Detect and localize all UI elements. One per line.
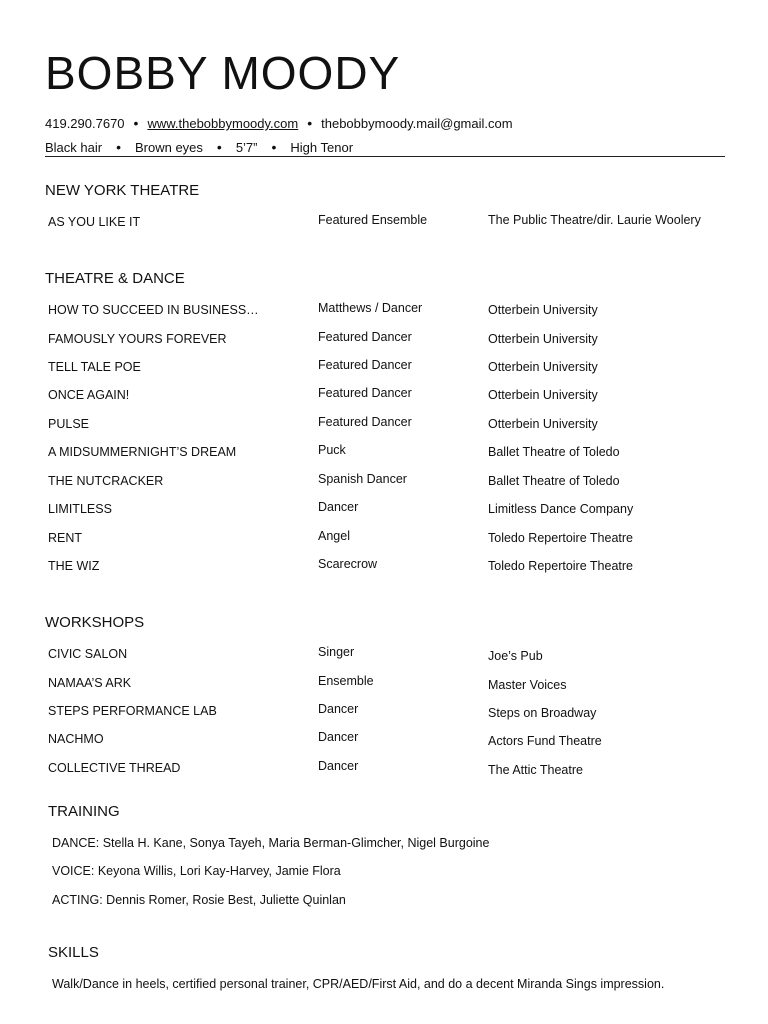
venue: Otterbein University [488,388,598,402]
role: Featured Dancer [318,330,412,344]
credit-row [0,702,768,720]
role: Puck [318,443,346,457]
venue: Otterbein University [488,332,598,346]
role: Featured Dancer [318,358,412,372]
phone-number: 419.290.7670 [45,116,125,131]
credit-row [0,330,768,348]
venue: Ballet Theatre of Toledo [488,445,620,459]
credit-row [0,500,768,518]
credit-row [0,557,768,575]
venue: Ballet Theatre of Toledo [488,474,620,488]
show-title: ONCE AGAIN! [48,388,130,402]
credit-row [0,213,768,231]
bullet-separator: • [271,139,277,155]
show-title: COLLECTIVE THREAD [48,761,181,775]
section-title-new-york-theatre: NEW YORK THEATRE [45,182,200,199]
venue: Toledo Repertoire Theatre [488,531,633,545]
credit-row [0,301,768,319]
show-title: AS YOU LIKE IT [48,215,141,229]
show-title: LIMITLESS [48,502,112,516]
attribute-voice: High Tenor [290,140,354,155]
venue: The Attic Theatre [488,763,583,777]
bullet-separator: • [116,139,121,155]
header-divider [45,156,725,157]
credit-row [0,674,768,692]
credit-row [0,759,768,777]
role: Ensemble [318,674,374,688]
credit-row [0,730,768,748]
credit-row [0,358,768,376]
show-title: A MIDSUMMERNIGHT’S DREAM [48,445,237,459]
contact-line [45,115,513,132]
show-title: TELL TALE POE [48,360,141,374]
role: Angel [318,529,350,543]
attributes-line [45,139,353,156]
section-title-skills: SKILLS [48,944,99,961]
role: Matthews / Dancer [318,301,423,315]
show-title: FAMOUSLY YOURS FOREVER [48,332,227,346]
credit-row [0,529,768,547]
role: Dancer [318,730,359,744]
credit-row [0,443,768,461]
show-title: CIVIC SALON [48,647,128,661]
venue: Steps on Broadway [488,706,597,720]
venue: Joe’s Pub [488,649,543,663]
bullet-separator: • [133,115,139,131]
role: Featured Ensemble [318,213,428,227]
role: Dancer [318,500,359,514]
role: Featured Dancer [318,386,412,400]
show-title: NACHMO [48,732,104,746]
venue: Otterbein University [488,303,598,317]
venue: Actors Fund Theatre [488,734,602,748]
attribute-eyes: Brown eyes [134,140,203,155]
training-voice: VOICE: Keyona Willis, Lori Kay-Harvey, Jamie Flora [52,864,341,878]
show-title: THE NUTCRACKER [48,474,164,488]
show-title: STEPS PERFORMANCE LAB [48,704,217,718]
website-link[interactable]: www.thebobbymoody.com [147,116,299,131]
venue: Limitless Dance Company [488,502,634,516]
bullet-separator: • [307,115,313,131]
credit-row [0,415,768,433]
role: Scarecrow [318,557,378,571]
section-title-theatre-dance: THEATRE & DANCE [45,270,185,287]
venue: Master Voices [488,678,567,692]
venue: The Public Theatre/dir. Laurie Woolery [488,213,701,227]
show-title: HOW TO SUCCEED IN BUSINESS… [48,303,259,317]
credit-row [0,645,768,663]
show-title: RENT [48,531,83,545]
credit-row [0,472,768,490]
role: Spanish Dancer [318,472,407,486]
venue: Otterbein University [488,360,598,374]
attribute-height: 5’7” [235,140,258,155]
role: Singer [318,645,355,659]
skills-text: Walk/Dance in heels, certified personal trainer, CPR/AED/First Aid, and do a decent Miranda Sings impression. [52,977,665,991]
section-title-workshops: WORKSHOPS [45,614,145,631]
venue: Toledo Repertoire Theatre [488,559,633,573]
credit-row [0,386,768,404]
email-address: thebobbymoody.mail@gmail.com [321,116,513,131]
role: Dancer [318,759,359,773]
attribute-hair: Black hair [45,140,103,155]
venue: Otterbein University [488,417,598,431]
role: Featured Dancer [318,415,412,429]
training-acting: ACTING: Dennis Romer, Rosie Best, Juliette Quinlan [52,893,346,907]
show-title: NAMAA’S ARK [48,676,132,690]
show-title: THE WIZ [48,559,100,573]
role: Dancer [318,702,359,716]
section-title-training: TRAINING [48,803,120,820]
training-dance: DANCE: Stella H. Kane, Sonya Tayeh, Maria Berman-Glimcher, Nigel Burgoine [52,836,490,850]
bullet-separator: • [216,139,222,155]
resume-name: BOBBY MOODY [45,47,401,99]
show-title: PULSE [48,417,89,431]
